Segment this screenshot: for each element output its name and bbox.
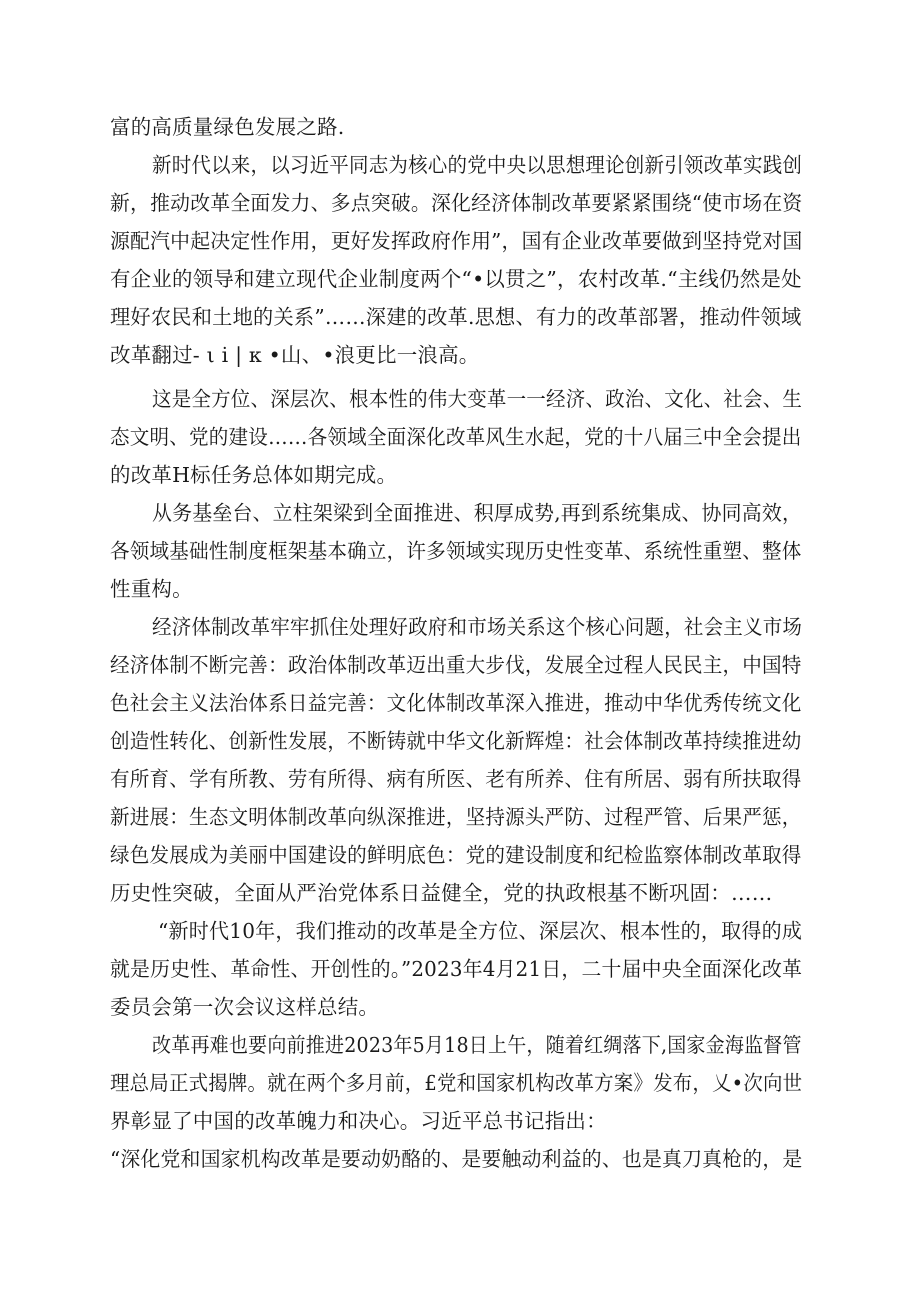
text-line: 委员会第一次会议这样总结。 — [110, 995, 380, 1019]
text-line: 就是历史性、革命性、开创性的。”2023年4月21日，二十届中央全面深化改革 — [110, 957, 803, 981]
text-line: 理好农民和土地的关系”……深建的改革.思想、有力的改革部署，推动件领域 — [110, 305, 802, 329]
text-line: 改革翻过- ι i | κ •山、•浪更比一浪高。 — [110, 343, 480, 367]
text-line: 从务基垒台、立柱架梁到全面推进、积厚成势,再到系统集成、协同高效， — [152, 501, 803, 525]
text-line: 历史性突破，全面从严治党体系日益健全，党的执政根基不断巩固：…… — [110, 881, 773, 905]
text-line: 态文明、党的建设……各领域全面深化改革风生水起，党的十八届三中全会提出 — [110, 425, 802, 449]
text-line: 新，推动改革全面发力、多点突破。深化经济体制改革要紧紧围绕“使市场在资 — [110, 191, 803, 215]
text-line: 界彰显了中国的改革魄力和决心。习近平总书记指出： — [110, 1109, 607, 1133]
text-line: 经济体制不断完善：政治体制改革迈出重大步伐，发展全过程人民民主，中国特 — [110, 653, 802, 677]
text-line: 有所育、学有所教、劳有所得、病有所医、老有所养、住有所居、弱有所扶取得 — [110, 767, 802, 791]
text-line: 色社会主义法治体系日益完善：文化体制改革深入推进，推动中华优秀传统文化 — [110, 691, 802, 715]
text-line: 绿色发展成为美丽中国建设的鲜明底色：党的建设制度和纪检监察体制改革取得 — [110, 843, 802, 867]
text-line: 经济体制改革牢牢抓住处理好政府和市场关系这个核心问题，社会主义市场 — [152, 615, 803, 639]
text-line: 各领域基础性制度框架基本确立，许多领域实现历史性变革、系统性重塑、整体 — [110, 539, 802, 563]
text-line: 源配汽中起决定性作用，更好发挥政府作用”，国有企业改革要做到坚持党对国 — [110, 229, 803, 253]
text-line: 新时代以来，以习近平同志为核心的党中央以思想理论创新引领改革实践创 — [152, 153, 803, 177]
text-line: 富的高质量绿色发展之路. — [110, 115, 345, 139]
text-line: 创造性转化、创新性发展，不断铸就中华文化新辉煌：社会体制改革持续推进幼 — [110, 729, 802, 753]
text-line: “深化党和国家机构改革是要动奶酪的、是要触动利益的、也是真刀真枪的，是 — [110, 1147, 803, 1171]
text-line: 的改革H标任务总体如期完成。 — [110, 463, 398, 487]
text-line: 有企业的领导和建立现代企业制度两个“•以贯之”，农村改革.“主线仍然是处 — [110, 267, 802, 291]
text-line: 改革再难也要向前推进2023年5月18日上午，随着红绸落下,国家金海监督管 — [152, 1033, 802, 1057]
text-line: “新时代10年，我们推动的改革是全方位、深层次、根本性的，取得的成 — [158, 919, 803, 943]
text-line: 理总局正式揭牌。就在两个多月前，£党和国家机构改革方案》发布，乂•次向世 — [110, 1071, 803, 1095]
text-line: 新进展：生态文明体制改革向纵深推进，坚持源头严防、过程严管、后果严惩， — [110, 805, 802, 829]
text-line: 性重构。 — [110, 577, 193, 601]
text-line: 这是全方位、深层次、根本性的伟大变革一一经济、政治、文化、社会、生 — [152, 387, 803, 411]
